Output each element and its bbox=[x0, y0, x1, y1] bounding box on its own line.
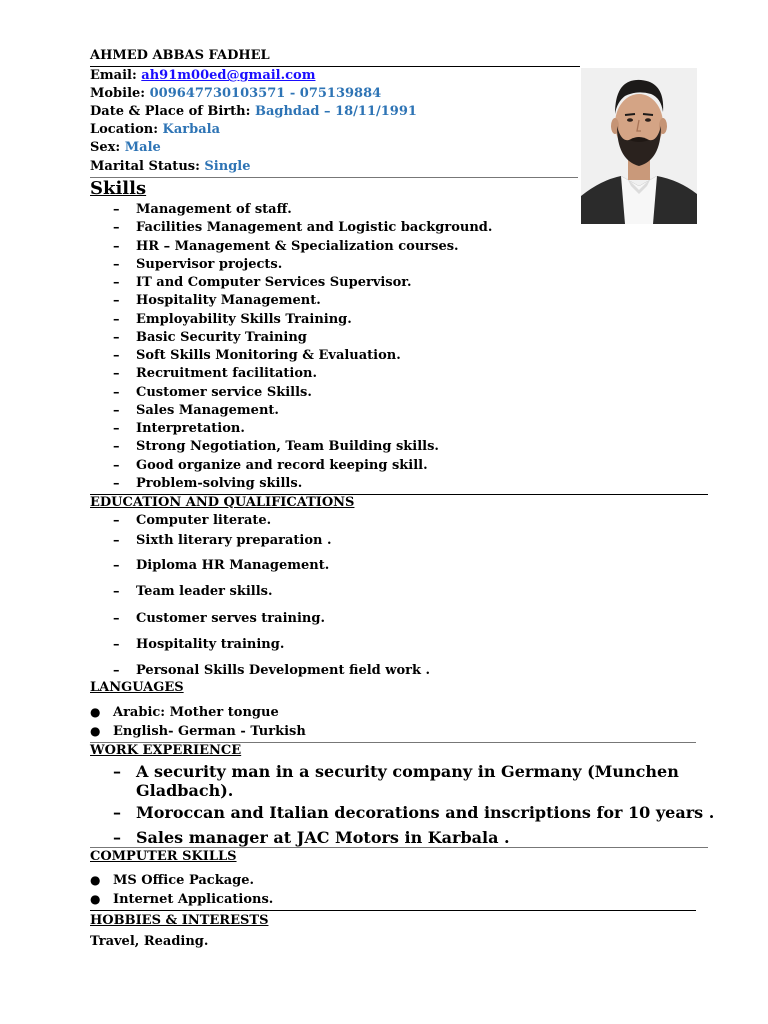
dash-icon: – bbox=[113, 348, 120, 363]
dash-icon: – bbox=[113, 611, 120, 626]
education-text: Personal Skills Development field work . bbox=[136, 663, 431, 678]
mobile-value: 009647730103571 - 075139884 bbox=[149, 86, 382, 101]
skill-text: Good organize and record keeping skill. bbox=[136, 457, 428, 473]
list-item bbox=[90, 703, 306, 722]
dash-icon: – bbox=[113, 584, 120, 599]
skill-item bbox=[113, 457, 492, 475]
bullet-dot-icon: ● bbox=[90, 892, 101, 906]
dash-icon: – bbox=[113, 762, 121, 781]
education-item bbox=[113, 662, 430, 680]
education-item bbox=[113, 557, 329, 575]
dash-icon: – bbox=[113, 439, 120, 455]
birth-line bbox=[90, 103, 417, 121]
computer-item: Internet Applications. bbox=[113, 892, 274, 907]
skill-item bbox=[113, 311, 492, 329]
work-title: WORK EXPERIENCE bbox=[90, 743, 242, 758]
mobile-label: Mobile: bbox=[90, 86, 146, 101]
skill-text: Hospitality Management. bbox=[136, 293, 321, 309]
skill-text: Customer service Skills. bbox=[136, 384, 312, 400]
dash-icon: – bbox=[113, 457, 120, 473]
dash-icon: – bbox=[113, 293, 120, 309]
dash-icon: – bbox=[113, 202, 120, 217]
dash-icon: – bbox=[113, 384, 120, 400]
skill-text: Interpretation. bbox=[136, 421, 245, 436]
portrait-illustration bbox=[581, 68, 697, 224]
email-label: Email: bbox=[90, 68, 137, 83]
languages-title: LANGUAGES bbox=[90, 680, 184, 695]
skill-text: Basic Security Training bbox=[136, 329, 307, 345]
email-link[interactable]: ah91m00ed@gmail.com bbox=[141, 68, 316, 83]
skill-text: Recruitment facilitation. bbox=[136, 366, 318, 382]
bullet-dot-icon: ● bbox=[90, 724, 101, 738]
list-item bbox=[113, 762, 714, 782]
sex-line bbox=[90, 139, 161, 157]
dash-icon: – bbox=[113, 663, 120, 678]
education-text: Diploma HR Management. bbox=[136, 558, 330, 573]
education-title: EDUCATION AND QUALIFICATIONS bbox=[90, 495, 355, 510]
work-divider bbox=[90, 847, 708, 848]
skill-text: Management of staff. bbox=[136, 202, 292, 217]
dash-icon: – bbox=[113, 220, 120, 236]
work-list bbox=[113, 762, 714, 850]
location-label: Location: bbox=[90, 122, 159, 137]
skill-item bbox=[113, 347, 492, 365]
language-item: Arabic: Mother tongue bbox=[113, 705, 279, 720]
education-item bbox=[113, 512, 271, 530]
list-item bbox=[113, 782, 714, 800]
education-item bbox=[113, 636, 284, 654]
mobile-line bbox=[90, 85, 381, 103]
dash-icon: – bbox=[113, 256, 120, 272]
dash-icon: – bbox=[113, 637, 120, 652]
work-item: Sales manager at JAC Motors in Karbala . bbox=[136, 828, 510, 847]
computer-list bbox=[90, 871, 273, 909]
name-line bbox=[90, 47, 270, 65]
education-text: Sixth literary preparation . bbox=[136, 533, 332, 548]
dash-icon: – bbox=[113, 275, 120, 290]
dash-icon: – bbox=[113, 533, 120, 548]
dash-icon: – bbox=[113, 558, 120, 573]
birth-value: Baghdad – 18/11/1991 bbox=[254, 104, 417, 119]
dash-icon: – bbox=[113, 513, 120, 528]
computer-title: COMPUTER SKILLS bbox=[90, 849, 237, 864]
education-item bbox=[113, 610, 325, 628]
skill-item bbox=[113, 292, 492, 310]
computer-divider bbox=[90, 910, 696, 911]
education-text: Team leader skills. bbox=[136, 584, 273, 599]
education-item bbox=[113, 532, 332, 550]
work-item: A security man in a security company in Germany (Munchen bbox=[136, 762, 679, 781]
skill-item bbox=[113, 420, 492, 438]
email-line bbox=[90, 67, 315, 85]
skill-item bbox=[113, 201, 492, 219]
hobbies-text: Travel, Reading. bbox=[90, 934, 209, 949]
skill-item bbox=[113, 329, 492, 347]
marital-value: Single bbox=[204, 159, 251, 174]
bullet-dot-icon: ● bbox=[90, 873, 101, 887]
skill-item bbox=[113, 365, 492, 383]
skill-item bbox=[113, 219, 492, 237]
dash-icon: – bbox=[113, 828, 121, 847]
dash-icon: – bbox=[113, 311, 120, 327]
skill-item bbox=[113, 238, 492, 256]
skills-list bbox=[113, 201, 492, 493]
location-value: Karbala bbox=[162, 122, 220, 137]
marital-line bbox=[90, 158, 251, 176]
header-divider bbox=[90, 177, 578, 178]
bullet-dot-icon: ● bbox=[90, 705, 101, 719]
skill-text: Sales Management. bbox=[136, 402, 279, 418]
skill-text: HR – Management & Specialization courses. bbox=[136, 238, 459, 254]
computer-item: MS Office Package. bbox=[113, 873, 255, 888]
dash-icon: – bbox=[113, 803, 121, 822]
skill-item bbox=[113, 256, 492, 274]
skills-title: Skills bbox=[90, 178, 147, 199]
marital-label: Marital Status: bbox=[90, 159, 200, 174]
dash-icon: – bbox=[113, 366, 120, 382]
education-text: Computer literate. bbox=[136, 513, 272, 528]
skill-text: Supervisor projects. bbox=[136, 256, 283, 272]
hobbies-title: HOBBIES & INTERESTS bbox=[90, 913, 269, 928]
birth-label: Date & Place of Birth: bbox=[90, 104, 251, 119]
skill-text: IT and Computer Services Supervisor. bbox=[136, 275, 412, 290]
work-item-continuation: Gladbach). bbox=[136, 781, 234, 800]
skill-text: Strong Negotiation, Team Building skills. bbox=[136, 439, 439, 455]
dash-icon: – bbox=[113, 238, 120, 254]
dash-icon: – bbox=[113, 329, 120, 345]
sex-label: Sex: bbox=[90, 140, 121, 155]
dash-icon: – bbox=[113, 402, 120, 418]
education-text: Customer serves training. bbox=[136, 611, 325, 626]
skill-item bbox=[113, 274, 492, 292]
location-line bbox=[90, 121, 220, 139]
dash-icon: – bbox=[113, 421, 120, 436]
education-item bbox=[113, 583, 273, 601]
work-item: Moroccan and Italian decorations and inscriptions for 10 years . bbox=[136, 803, 715, 822]
skill-item bbox=[113, 402, 492, 420]
language-item: English- German - Turkish bbox=[113, 724, 306, 739]
list-item bbox=[90, 871, 273, 890]
skill-text: Problem-solving skills. bbox=[136, 475, 303, 491]
list-item bbox=[113, 800, 714, 826]
skill-text: Soft Skills Monitoring & Evaluation. bbox=[136, 348, 401, 363]
skill-item bbox=[113, 475, 492, 493]
skill-text: Facilities Management and Logistic background. bbox=[136, 220, 493, 236]
skill-item bbox=[113, 438, 492, 456]
education-text: Hospitality training. bbox=[136, 637, 285, 652]
list-item bbox=[90, 890, 273, 909]
candidate-name: AHMED ABBAS FADHEL bbox=[90, 48, 270, 63]
languages-list bbox=[90, 703, 306, 741]
dash-icon: – bbox=[113, 475, 120, 491]
profile-photo bbox=[581, 68, 697, 224]
sex-value: Male bbox=[124, 140, 161, 155]
skill-item bbox=[113, 384, 492, 402]
skill-text: Employability Skills Training. bbox=[136, 311, 352, 327]
list-item bbox=[90, 722, 306, 741]
